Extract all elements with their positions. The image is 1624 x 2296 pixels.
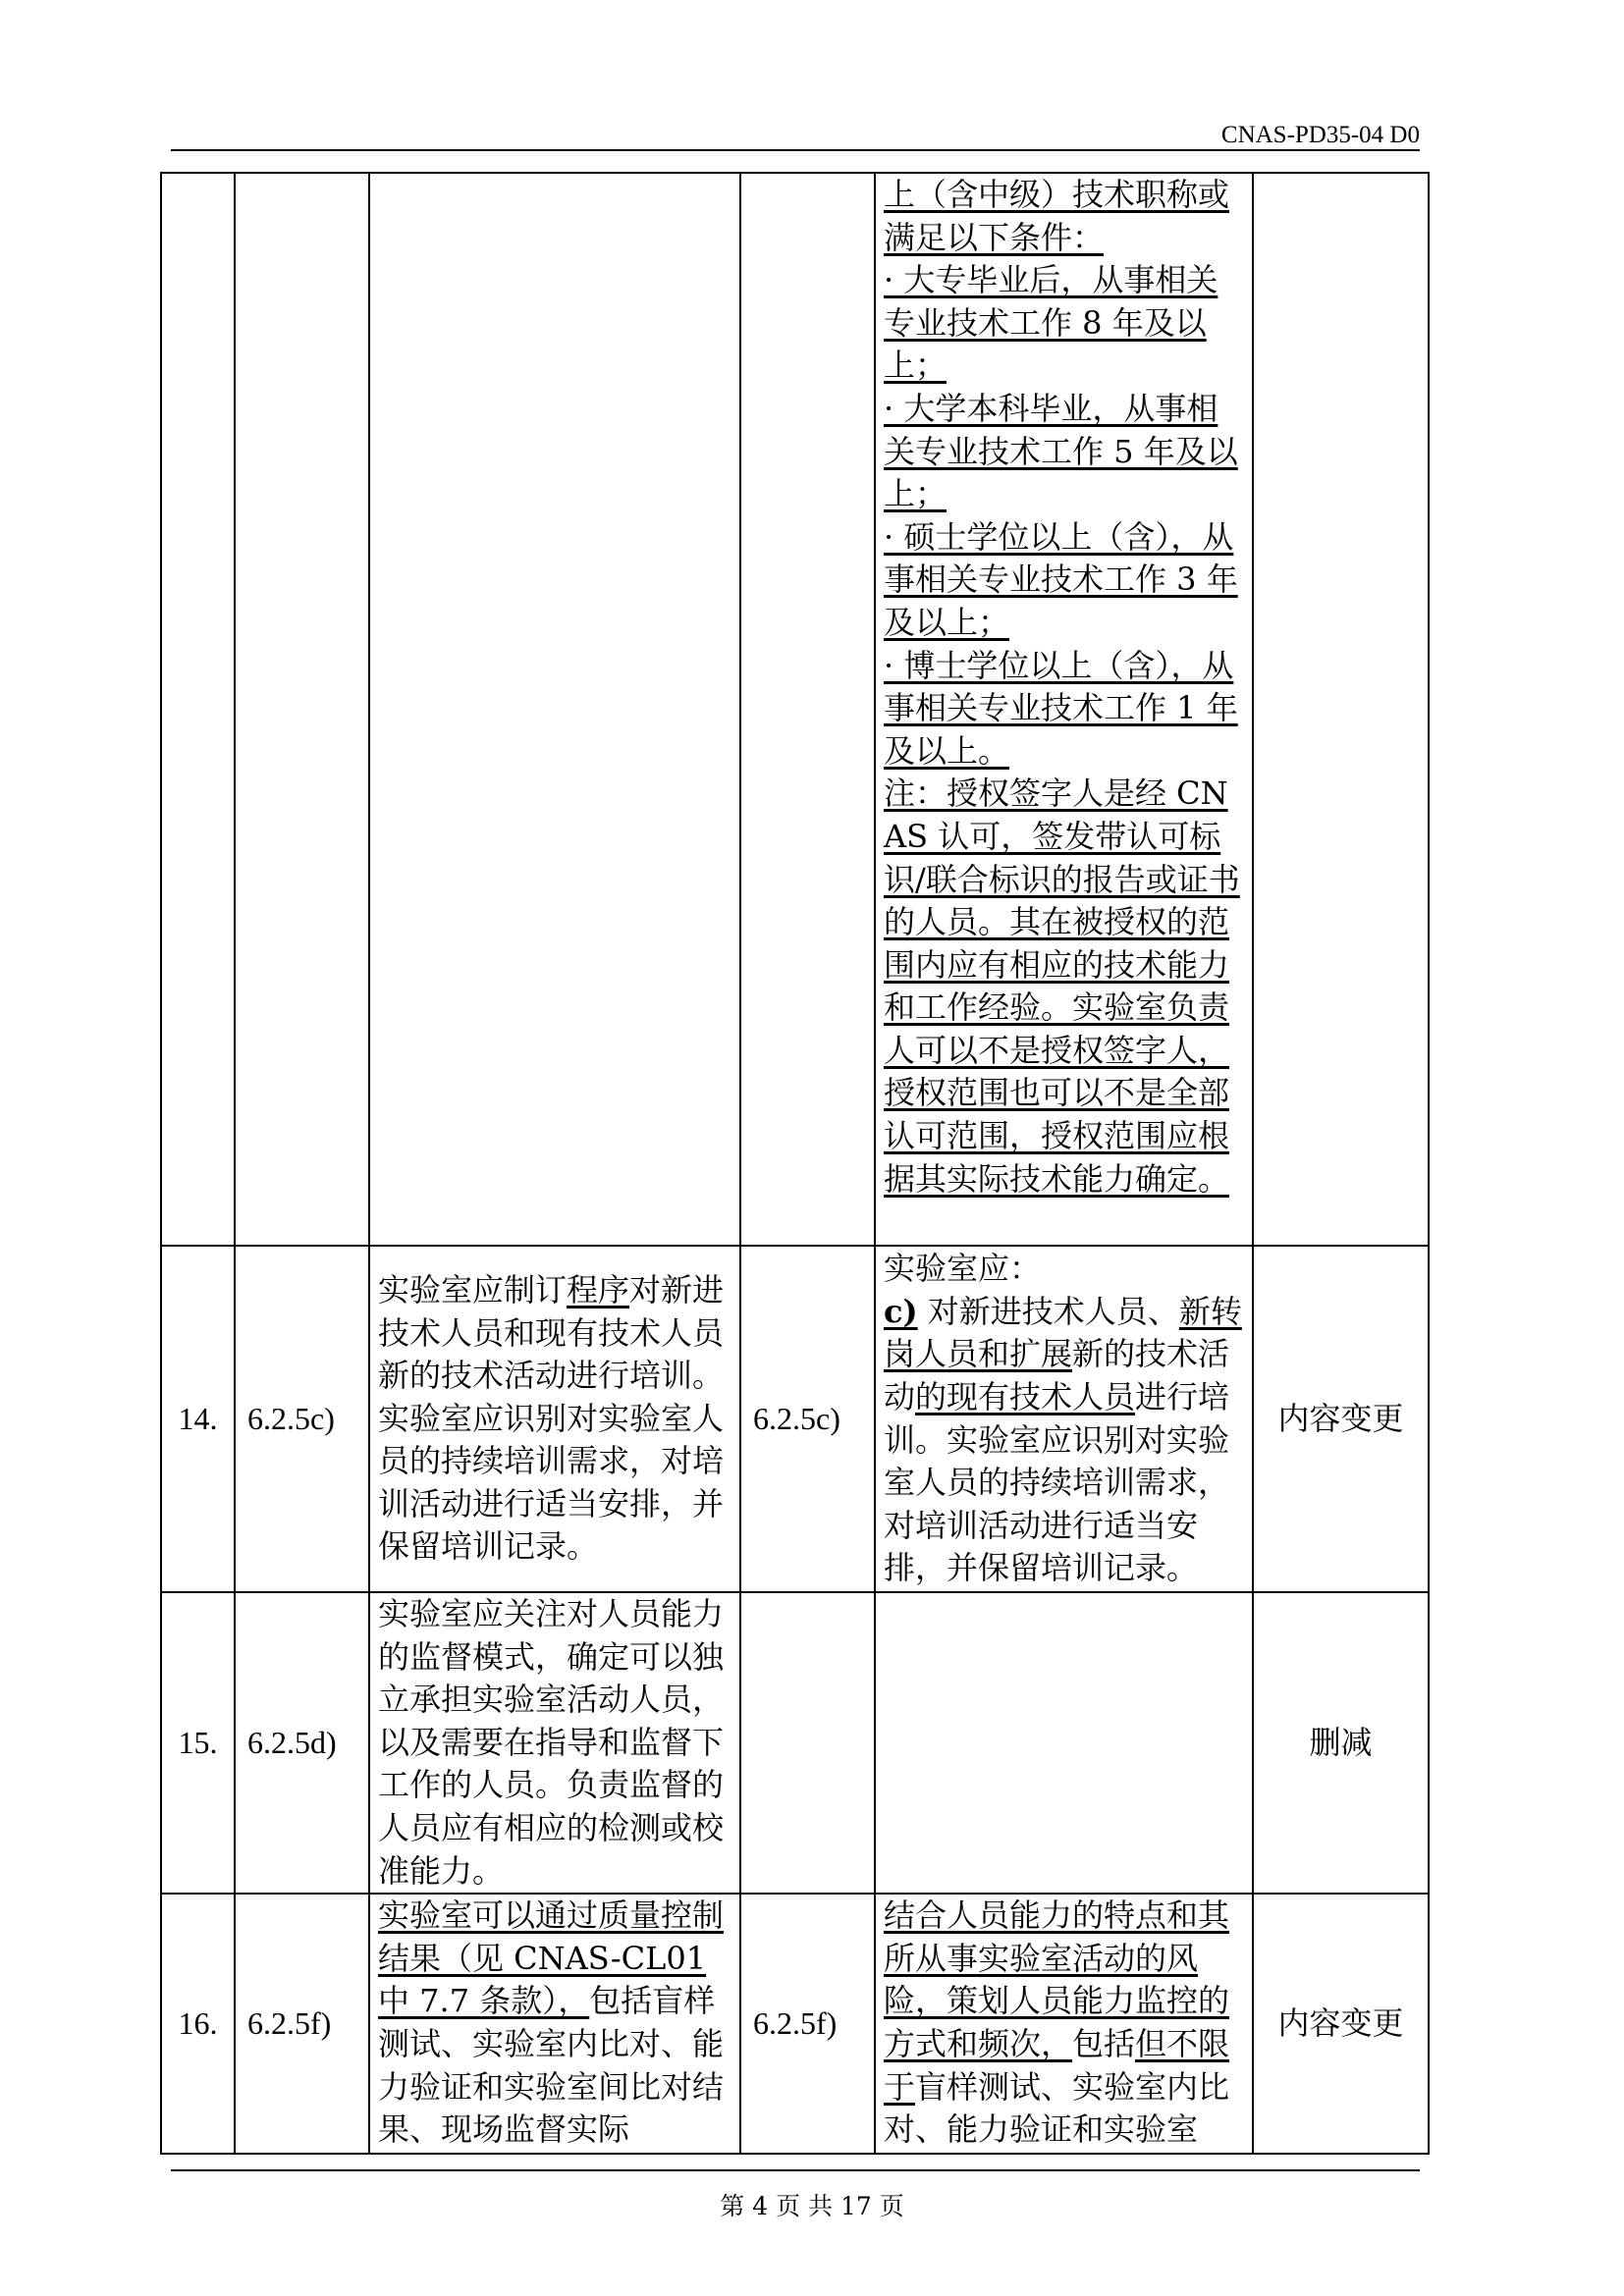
- new-clause: [740, 173, 875, 1246]
- old-clause: 6.2.5c): [235, 1246, 369, 1592]
- old-clause: [235, 173, 369, 1246]
- text-run: 新的技术活动: [884, 1335, 1230, 1415]
- old-text: [369, 1246, 740, 1592]
- new-clause: 6.2.5f): [740, 1894, 875, 2154]
- table-row: [161, 1246, 1429, 1592]
- text-run: c): [884, 1292, 918, 1330]
- text-run: 实验室应制订: [378, 1270, 568, 1308]
- comparison-table: [160, 172, 1430, 2155]
- text-run: 对新进技术人员、: [917, 1292, 1179, 1330]
- text-run: · 大学本科毕业，从事相关专业技术工作 5 年及以上；: [884, 389, 1238, 513]
- footer-rule: [171, 2169, 1420, 2171]
- row-number: [161, 173, 235, 1246]
- document-code: CNAS-PD35-04 D0: [1220, 122, 1420, 148]
- old-clause: 6.2.5f): [235, 1894, 369, 2154]
- new-text: [875, 173, 1253, 1246]
- row-number: 16.: [161, 1894, 235, 2154]
- text-run: 实验室应：: [884, 1250, 1042, 1288]
- row-number: 15.: [161, 1592, 235, 1894]
- text-run: 但不限于: [884, 2024, 1230, 2106]
- text-run: 进行培训。实验室应识别对实验室人员的持续培训需求，对培训活动进行适当安排，并保留培训记录。: [884, 1377, 1230, 1587]
- text-run: 注：授权签字人是经 CNAS 认可，签发带认可标识/联合标识的报告或证书的人员。其在被授权的范围内应有相应的技术能力和工作经验。实验室负责人可以不是授权签字人，授权范围也可以不是全部认可范围，授权范围应根据其实际技术能力确定。: [884, 774, 1240, 1198]
- old-text: [369, 1894, 740, 2154]
- new-clause: [740, 1592, 875, 1894]
- text-run: · 大专毕业后，从事相关专业技术工作 8 年及以上；: [884, 261, 1218, 385]
- text-run: 实验室可以通过质量控制结果（见 CNAS-CL01 中 7.7 条款），: [378, 1896, 725, 2020]
- row-number: 14.: [161, 1246, 235, 1592]
- text-run: 程序: [567, 1270, 630, 1308]
- text-run: 实验室应关注对人员能力的监督模式，确定可以独立承担实验室活动人员，以及需要在指导和监督下工作的人员。负责监督的人员应有相应的检测或校准能力。: [378, 1595, 725, 1890]
- text-run: 包括盲样测试、实验室内比对、能力验证和实验室间比对结果、现场监督实际: [378, 1982, 725, 2149]
- old-clause: 6.2.5d): [235, 1592, 369, 1894]
- text-run: 的现有技术人员: [915, 1377, 1136, 1415]
- old-text: [369, 173, 740, 1246]
- table-row: [161, 1894, 1429, 2154]
- change-type: 内容变更: [1253, 1246, 1429, 1592]
- text-run: 对新进技术人员和现有技术人员新的技术活动进行培训。实验室应识别对实验室人员的持续培训需求，对培训活动进行适当安排，并保留培训记录。: [378, 1270, 725, 1566]
- new-text: [875, 1592, 1253, 1894]
- header-rule: [171, 149, 1420, 151]
- change-type: 内容变更: [1253, 1894, 1429, 2154]
- table-row: [161, 173, 1429, 1246]
- page-number: 第 4 页 共 17 页: [720, 2192, 904, 2220]
- new-text: [875, 1246, 1253, 1592]
- text-run: 新转岗人员和扩展: [884, 1292, 1242, 1373]
- text-run: · 博士学位以上（含），从事相关专业技术工作 1 年及以上。: [884, 646, 1238, 770]
- text-run: 结合人员能力的特点和其所从事实验室活动的风险，策划人员能力监控的方式和频次，: [884, 1896, 1230, 2062]
- text-run: · 硕士学位以上（含），从事相关专业技术工作 3 年及以上；: [884, 517, 1238, 641]
- new-clause: 6.2.5c): [740, 1246, 875, 1592]
- change-type: [1253, 173, 1429, 1246]
- text-run: 盲样测试、实验室内比对、能力验证和实验室: [884, 2067, 1230, 2149]
- text-run: 包括: [1072, 2024, 1136, 2062]
- new-text: [875, 1894, 1253, 2154]
- old-text: [369, 1592, 740, 1894]
- change-type: 删减: [1253, 1592, 1429, 1894]
- table-row: [161, 1592, 1429, 1894]
- text-run: 上（含中级）技术职称或满足以下条件：: [884, 176, 1230, 256]
